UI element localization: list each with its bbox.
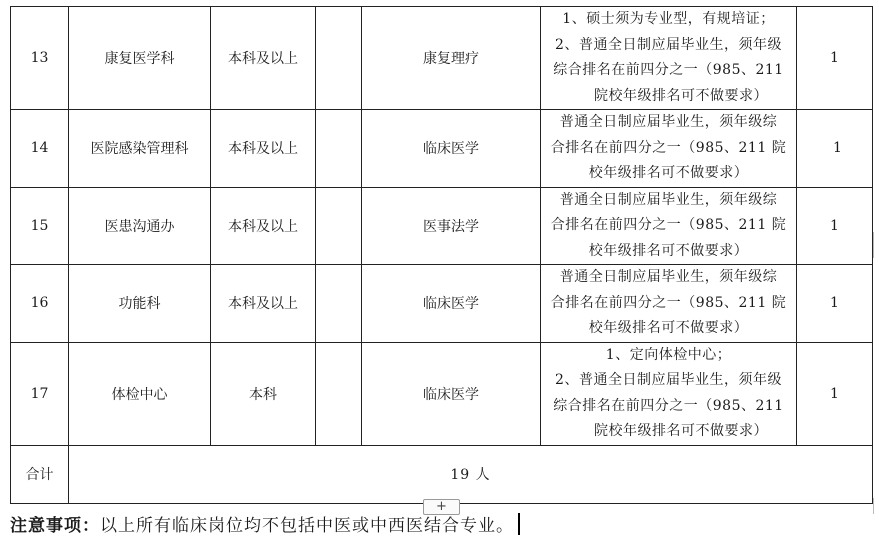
note-heading: 注意事项：: [10, 516, 100, 536]
table-row: [11, 265, 873, 343]
requirement-line: 校年级排名可不做要求）: [588, 242, 749, 259]
table-row: [11, 187, 873, 265]
row-number: 13: [11, 7, 69, 110]
blank-cell: [316, 7, 362, 110]
total-label: 合计: [11, 445, 69, 503]
major-cell: 康复理疗: [362, 7, 541, 110]
row-number: 17: [11, 342, 69, 445]
requirements-cell: [541, 187, 797, 265]
blank-cell: [316, 265, 362, 343]
requirement-line: 1、硕士须为专业型，有规培证；: [562, 11, 775, 27]
headcount-cell: 1: [797, 7, 873, 110]
department-cell: 医院感染管理科: [69, 110, 211, 188]
note-text: 以上所有临床岗位均不包括中医或中西医结合专业。: [100, 516, 514, 536]
requirement-line: 1、定向体检中心；: [605, 346, 732, 363]
major-cell: 医事法学: [362, 187, 541, 265]
requirement-line: 2、普通全日制应届毕业生，须年级: [555, 36, 782, 53]
margin-marker: [873, 232, 878, 258]
margin-marker: [873, 498, 878, 514]
table-row: [11, 110, 873, 188]
requirements-cell: [541, 7, 797, 110]
requirement-line: 2、普通全日制应届毕业生，须年级: [555, 372, 782, 388]
total-value: 19 人: [69, 445, 873, 503]
requirements-cell: [541, 342, 797, 445]
requirement-line: 普通全日制应届毕业生，须年级综: [559, 114, 778, 130]
requirement-line: 院校年级排名可不做要求）: [594, 87, 768, 104]
headcount-cell: 1: [797, 110, 873, 188]
requirement-line: 合排名在前四分之一（985、211 院: [550, 139, 787, 156]
education-cell: 本科及以上: [211, 265, 316, 343]
blank-cell: [316, 110, 362, 188]
requirement-line: 校年级排名可不做要求）: [588, 320, 749, 336]
requirement-line: 普通全日制应届毕业生，须年级综: [559, 269, 778, 285]
requirements-cell: [541, 265, 797, 343]
requirement-line: 综合排名在前四分之一（985、211: [553, 62, 784, 78]
major-cell: 临床医学: [362, 342, 541, 445]
education-cell: 本科及以上: [211, 7, 316, 110]
row-number: 16: [11, 265, 69, 343]
row-number: 14: [11, 110, 69, 188]
note-paragraph[interactable]: [10, 513, 520, 539]
headcount-cell: 1: [797, 187, 873, 265]
education-cell: 本科及以上: [211, 110, 316, 188]
education-cell: 本科: [211, 342, 316, 445]
education-cell: 本科及以上: [211, 187, 316, 265]
blank-cell: [316, 342, 362, 445]
requirement-line: 校年级排名可不做要求）: [588, 165, 749, 181]
add-row-button[interactable]: +: [423, 499, 460, 515]
requirement-line: 院校年级排名可不做要求）: [594, 423, 768, 439]
department-cell: 体检中心: [69, 342, 211, 445]
requirement-line: 综合排名在前四分之一（985、211: [553, 397, 784, 414]
blank-cell: [316, 187, 362, 265]
requirement-line: 合排名在前四分之一（985、211 院: [550, 217, 787, 233]
headcount-cell: 1: [797, 265, 873, 343]
total-row: [11, 445, 873, 503]
requirements-cell: [541, 110, 797, 188]
table-row: [11, 7, 873, 110]
row-number: 15: [11, 187, 69, 265]
major-cell: 临床医学: [362, 110, 541, 188]
requirement-line: 普通全日制应届毕业生，须年级综: [559, 191, 778, 208]
requirement-line: 合排名在前四分之一（985、211 院: [550, 294, 787, 311]
headcount-cell: 1: [797, 342, 873, 445]
department-cell: 康复医学科: [69, 7, 211, 110]
table-row: [11, 342, 873, 445]
department-cell: 医患沟通办: [69, 187, 211, 265]
recruitment-table: [10, 6, 873, 504]
department-cell: 功能科: [69, 265, 211, 343]
major-cell: 临床医学: [362, 265, 541, 343]
text-cursor: [518, 513, 520, 535]
